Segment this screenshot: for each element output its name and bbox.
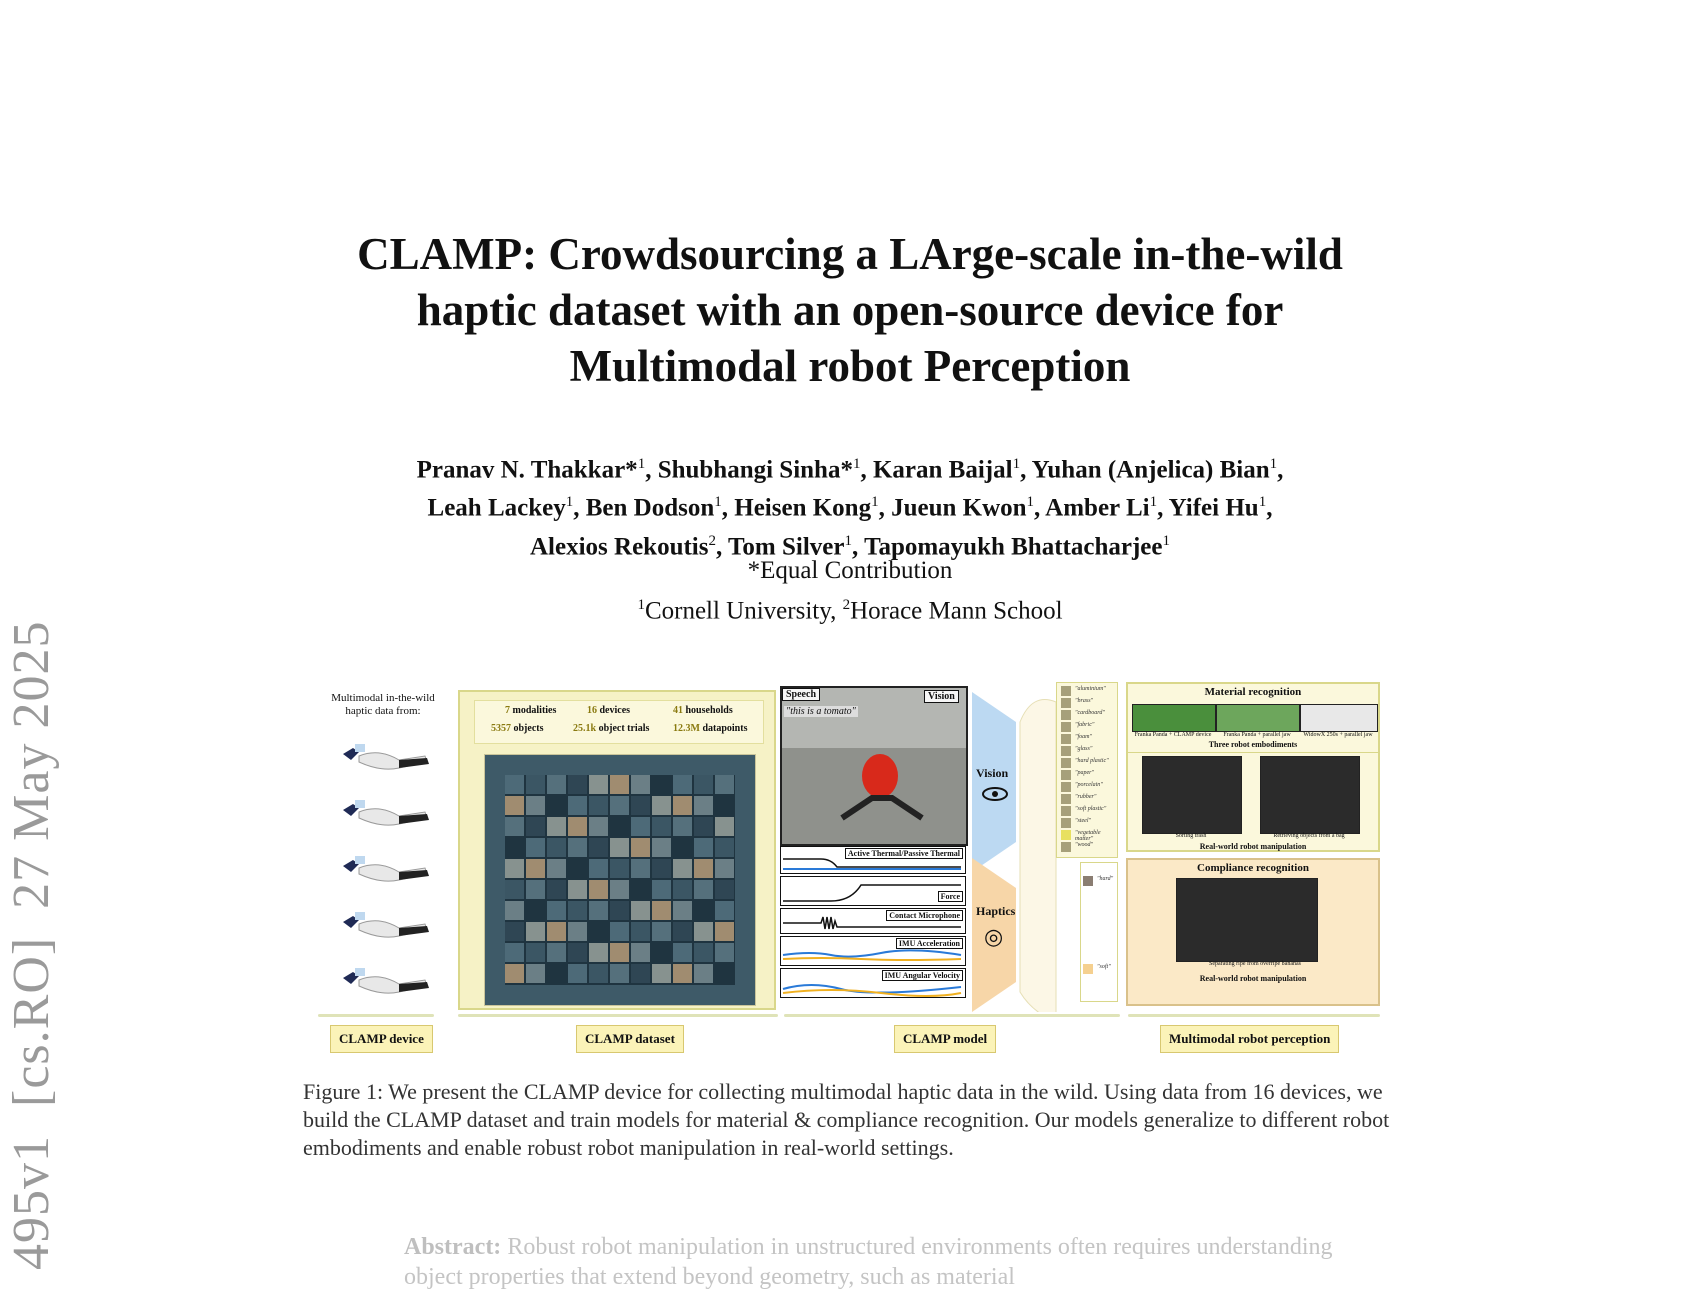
dataset-thumbnail <box>694 838 713 857</box>
dataset-thumbnail <box>526 943 545 962</box>
dataset-thumbnail <box>631 901 650 920</box>
panel-label-perception: Multimodal robot perception <box>1160 1025 1339 1053</box>
dataset-thumbnail <box>631 817 650 836</box>
author-name: Tapomayukh Bhattacharjee <box>864 532 1163 560</box>
figure-1 <box>318 672 1380 1054</box>
retrieving-label: Retrieving objects from a bag <box>1273 833 1345 839</box>
dataset-thumbnail <box>673 880 692 899</box>
material-item: "steel" <box>1061 817 1117 829</box>
dataset-thumbnail <box>673 796 692 815</box>
author-affiliation-mark: 2 <box>708 532 716 549</box>
dataset-thumbnail <box>652 775 671 794</box>
figure-caption: Figure 1: We present the CLAMP device for collecting multimodal haptic data in the wild. Using data from 16 devices, we build the CLAMP dataset and train models for material & compliance recognition. Our models generalize to different robot embodiments and enable robust robot manipulation in real-world settings. <box>303 1079 1390 1160</box>
author-affiliation-mark: 1 <box>1258 494 1267 511</box>
tomato-icon <box>862 754 898 798</box>
dataset-thumbnail <box>652 817 671 836</box>
dataset-thumbnail <box>631 796 650 815</box>
equal-contribution-note: *Equal Contribution <box>747 557 953 584</box>
device-caption-line: Multimodal in-the-wild <box>331 692 435 704</box>
trace-label: Force <box>938 891 963 902</box>
abstract-text: Robust robot manipulation in unstructured environments often requires understanding object properties that extend beyond geometry, such as material <box>404 1234 1333 1290</box>
separating-label: Separating ripe from overripe bananas <box>1209 961 1301 967</box>
dataset-thumbnail <box>589 880 608 899</box>
embodiment-image <box>1216 704 1300 732</box>
material-item: "fabric" <box>1061 721 1117 733</box>
device-caption-line: haptic data from: <box>345 705 421 717</box>
retrieving-photo <box>1260 756 1360 834</box>
dataset-thumbnail <box>652 796 671 815</box>
dataset-thumbnail <box>652 943 671 962</box>
dataset-thumbnail <box>694 922 713 941</box>
dataset-thumbnail <box>526 859 545 878</box>
clamp-device-icon <box>335 908 431 942</box>
dataset-thumbnail <box>694 880 713 899</box>
dataset-thumbnail <box>652 901 671 920</box>
compliance-label-list <box>1080 862 1118 1002</box>
panel-underline <box>458 1014 778 1017</box>
arxiv-id: 495v1 <box>3 1135 60 1270</box>
dataset-thumbnail <box>568 859 587 878</box>
dataset-image-grid <box>505 775 735 985</box>
compliance-recognition-title: Compliance recognition <box>1197 862 1309 874</box>
dataset-thumbnail <box>505 838 524 857</box>
stat-object-trials: 25.1k object trials <box>573 723 650 734</box>
haptics-label: Haptics <box>976 904 1016 918</box>
paper-title <box>300 226 1400 394</box>
dataset-stats <box>474 700 764 744</box>
title-line: Multimodal robot Perception <box>569 341 1131 391</box>
dataset-thumbnail <box>652 859 671 878</box>
panel-underline <box>318 1014 434 1017</box>
dataset-thumbnail <box>589 775 608 794</box>
dataset-thumbnail <box>505 775 524 794</box>
dataset-thumbnail <box>568 964 587 983</box>
dataset-thumbnail <box>715 880 734 899</box>
dataset-thumbnail <box>547 880 566 899</box>
trace-imu-acceleration <box>780 936 966 966</box>
dataset-thumbnail <box>631 922 650 941</box>
author-affiliation-mark: 1 <box>714 494 722 511</box>
dataset-thumbnail <box>652 922 671 941</box>
dataset-thumbnail <box>631 880 650 899</box>
author-name: Yifei Hu <box>1168 494 1259 522</box>
affiliations: $^1$Cornell University, $^2$Horace Mann School <box>637 597 1063 625</box>
dataset-thumbnail <box>568 796 587 815</box>
dataset-image-mosaic <box>484 754 756 1006</box>
dataset-thumbnail <box>589 859 608 878</box>
dataset-thumbnail <box>715 943 734 962</box>
stat-modalities: 7 modalities <box>505 705 557 716</box>
author-list: Pranav N. Thakkar*$^1$, Shubhangi Sinha*$^1$, Karan Baijal$^1$, Yuhan (Anjelica) Bian$^1$, Leah Lackey$^1$, Ben Dodson$^1$, Heisen Kong$^1$, Jueun Kwon$^1$, Amber Li$^1$, Yifei Hu$^1$, Alexios Rekoutis$^2$, Tom Silver$^1$, Tapomayukh Bhattacharjee$^1$ <box>416 456 1284 560</box>
material-item: "cardboard" <box>1061 709 1117 721</box>
dataset-thumbnail <box>547 796 566 815</box>
dataset-thumbnail <box>715 775 734 794</box>
dataset-thumbnail <box>526 838 545 857</box>
vision-tag: Vision <box>924 690 959 703</box>
eye-icon <box>982 786 1008 802</box>
speech-quote: "this is a tomato" <box>786 706 856 717</box>
dataset-thumbnail <box>505 817 524 836</box>
material-item: "porcelain" <box>1061 781 1117 793</box>
author-name: Jueun Kwon <box>891 494 1027 522</box>
dataset-thumbnail <box>631 838 650 857</box>
dataset-thumbnail <box>673 859 692 878</box>
clamp-device-icon <box>335 964 431 998</box>
dataset-thumbnail <box>547 838 566 857</box>
dataset-thumbnail <box>631 964 650 983</box>
author-name: Tom Silver <box>728 532 845 560</box>
embodiment-label: WidowX 250s + parallel jaw <box>1303 732 1373 738</box>
embodiment-label: Franka Panda + CLAMP device <box>1134 732 1212 738</box>
arxiv-date: 27 May 2025 <box>3 620 60 909</box>
dataset-thumbnail <box>673 838 692 857</box>
trace-imu-angular-velocity <box>780 968 966 998</box>
dataset-thumbnail <box>568 901 587 920</box>
dataset-thumbnail <box>694 796 713 815</box>
dataset-thumbnail <box>610 838 629 857</box>
dataset-thumbnail <box>568 922 587 941</box>
dataset-thumbnail <box>526 901 545 920</box>
dataset-thumbnail <box>589 817 608 836</box>
trace-force <box>780 876 966 906</box>
trace-label: Active Thermal/Passive Thermal <box>845 848 963 859</box>
affiliation-mark: 1 <box>637 597 645 613</box>
dataset-thumbnail <box>673 775 692 794</box>
dataset-thumbnail <box>505 901 524 920</box>
dataset-thumbnail <box>589 964 608 983</box>
material-item: "vegetable matter" <box>1061 829 1117 841</box>
embodiment-label: Franka Panda + parallel jaw <box>1223 732 1291 738</box>
clamp-device-icon <box>335 852 431 886</box>
dataset-thumbnail <box>652 838 671 857</box>
dataset-thumbnail <box>694 859 713 878</box>
trace-label: IMU Angular Velocity <box>882 970 963 981</box>
dataset-thumbnail <box>568 943 587 962</box>
dataset-thumbnail <box>652 880 671 899</box>
dataset-thumbnail <box>631 859 650 878</box>
dataset-thumbnail <box>715 859 734 878</box>
material-item: "aluminium" <box>1061 685 1117 697</box>
author-name: Alexios Rekoutis <box>530 532 709 560</box>
dataset-thumbnail <box>715 901 734 920</box>
dataset-thumbnail <box>673 964 692 983</box>
stat-devices: 16 devices <box>587 705 631 716</box>
real-world-label: Real-world robot manipulation <box>1199 842 1307 851</box>
trace-label: IMU Acceleration <box>896 938 963 949</box>
dataset-thumbnail <box>505 922 524 941</box>
author-affiliation-mark: 1 <box>871 494 879 511</box>
dataset-thumbnail <box>526 775 545 794</box>
title-line: haptic dataset with an open-source device for <box>416 285 1284 335</box>
material-recognition-title: Material recognition <box>1204 686 1302 698</box>
sorting-trash-label: Sorting trash <box>1175 833 1207 839</box>
author-name: Leah Lackey <box>427 494 566 522</box>
dataset-thumbnail <box>547 859 566 878</box>
dataset-thumbnail <box>589 838 608 857</box>
abstract-label: Abstract: <box>404 1234 502 1260</box>
dataset-thumbnail <box>505 796 524 815</box>
author-affiliation-mark: 1 <box>637 456 646 472</box>
vision-label: Vision <box>976 766 1009 780</box>
material-item: "hard plastic" <box>1061 757 1117 769</box>
dataset-thumbnail <box>694 901 713 920</box>
dataset-thumbnail <box>610 901 629 920</box>
clamp-device-icon <box>335 740 431 774</box>
dataset-thumbnail <box>505 880 524 899</box>
author-affiliation-mark: 1 <box>852 456 861 472</box>
dataset-thumbnail <box>547 775 566 794</box>
dataset-thumbnail <box>673 817 692 836</box>
dataset-thumbnail <box>568 880 587 899</box>
dataset-thumbnail <box>610 859 629 878</box>
author-name: Amber Li <box>1045 494 1150 522</box>
dataset-thumbnail <box>589 901 608 920</box>
stat-objects: 5357 objects <box>491 723 544 734</box>
abstract <box>404 1232 1334 1292</box>
panel-label-model: CLAMP model <box>894 1025 996 1053</box>
author-affiliation-mark: 1 <box>565 494 574 511</box>
dataset-thumbnail <box>694 775 713 794</box>
dataset-thumbnail <box>610 775 629 794</box>
author-name: Pranav N. Thakkar* <box>416 456 638 484</box>
dataset-thumbnail <box>715 796 734 815</box>
dataset-panel <box>458 690 776 1010</box>
sorting-trash-photo <box>1142 756 1242 834</box>
dataset-thumbnail <box>589 796 608 815</box>
material-item: "soft plastic" <box>1061 805 1117 817</box>
author-name: Heisen Kong <box>734 494 872 522</box>
author-affiliation-mark: 1 <box>1149 494 1158 511</box>
dataset-thumbnail <box>589 922 608 941</box>
arxiv-category: [cs.RO] <box>3 936 60 1107</box>
dataset-thumbnail <box>568 775 587 794</box>
material-item: "wood" <box>1061 841 1117 853</box>
trace-thermal <box>780 846 966 874</box>
title-line: CLAMP: Crowdsourcing a LArge-scale in-the-wild <box>357 229 1343 279</box>
dataset-thumbnail <box>715 964 734 983</box>
dataset-thumbnail <box>547 901 566 920</box>
author-affiliation-mark: 1 <box>1026 494 1035 511</box>
panel-underline <box>784 1014 1120 1017</box>
dataset-thumbnail <box>505 859 524 878</box>
dataset-thumbnail <box>652 964 671 983</box>
dataset-thumbnail <box>526 880 545 899</box>
material-recognition-panel <box>1126 682 1380 852</box>
material-item: "foam" <box>1061 733 1117 745</box>
dataset-thumbnail <box>547 943 566 962</box>
compliance-item: "hard" <box>1083 875 1117 887</box>
affiliation-name: Cornell University <box>644 597 831 625</box>
device-panel <box>318 692 448 1002</box>
material-item: "paper" <box>1061 769 1117 781</box>
dataset-thumbnail <box>526 796 545 815</box>
fingerprint-icon: ◎ <box>984 924 1004 949</box>
dataset-thumbnail <box>610 943 629 962</box>
device-caption <box>318 692 448 718</box>
dataset-thumbnail <box>547 964 566 983</box>
author-name: Karan Baijal <box>872 456 1013 484</box>
dataset-thumbnail <box>715 817 734 836</box>
embodiment-image <box>1300 704 1378 732</box>
dataset-thumbnail <box>673 901 692 920</box>
dataset-thumbnail <box>547 922 566 941</box>
dataset-thumbnail <box>673 922 692 941</box>
dataset-thumbnail <box>568 817 587 836</box>
trace-microphone <box>780 908 966 934</box>
three-embodiments-label: Three robot embodiments <box>1208 740 1298 749</box>
clamp-device-icon <box>335 796 431 830</box>
stat-households: 41 households <box>673 705 733 716</box>
dataset-thumbnail <box>631 943 650 962</box>
material-item: "rubber" <box>1061 793 1117 805</box>
dataset-thumbnail <box>715 922 734 941</box>
real-world-label: Real-world robot manipulation <box>1199 974 1307 983</box>
author-name: Shubhangi Sinha* <box>657 456 853 484</box>
dataset-thumbnail <box>631 775 650 794</box>
material-label-list <box>1056 682 1118 858</box>
panel-label-device: CLAMP device <box>330 1025 433 1053</box>
material-item: "glass" <box>1061 745 1117 757</box>
author-affiliation-mark: 1 <box>1269 456 1278 472</box>
embodiment-image <box>1132 704 1216 732</box>
arxiv-stamp <box>2 620 61 1270</box>
dataset-thumbnail <box>547 817 566 836</box>
model-panel <box>780 686 968 1012</box>
compliance-item: "soft" <box>1083 963 1117 975</box>
material-item: "brass" <box>1061 697 1117 709</box>
panel-underline <box>1128 1014 1380 1017</box>
dataset-thumbnail <box>526 817 545 836</box>
dataset-thumbnail <box>526 964 545 983</box>
dataset-thumbnail <box>610 796 629 815</box>
author-affiliation-mark: 1 <box>844 532 852 549</box>
panel-label-dataset: CLAMP dataset <box>576 1025 684 1053</box>
dataset-thumbnail <box>610 922 629 941</box>
dataset-thumbnail <box>694 964 713 983</box>
trace-label: Contact Microphone <box>886 910 963 921</box>
banana-photo <box>1176 878 1318 962</box>
dataset-thumbnail <box>568 838 587 857</box>
compliance-recognition-panel <box>1126 858 1380 1006</box>
dataset-thumbnail <box>589 943 608 962</box>
affiliation-name: Horace Mann School <box>850 597 1063 625</box>
author-name: Ben Dodson <box>585 494 715 522</box>
stat-datapoints: 12.3M datapoints <box>673 723 748 734</box>
dataset-thumbnail <box>694 943 713 962</box>
dataset-thumbnail <box>610 880 629 899</box>
dataset-thumbnail <box>505 964 524 983</box>
dataset-thumbnail <box>694 817 713 836</box>
dataset-thumbnail <box>526 922 545 941</box>
dataset-thumbnail <box>715 838 734 857</box>
dataset-thumbnail <box>610 964 629 983</box>
dataset-thumbnail <box>673 943 692 962</box>
speech-tag: Speech <box>782 688 820 701</box>
author-name: Yuhan (Anjelica) Bian <box>1031 456 1270 484</box>
dataset-thumbnail <box>505 943 524 962</box>
author-affiliation-mark: 1 <box>1162 532 1170 549</box>
affiliation-mark: 2 <box>842 597 851 613</box>
author-affiliation-mark: 1 <box>1012 456 1021 472</box>
dataset-thumbnail <box>610 817 629 836</box>
